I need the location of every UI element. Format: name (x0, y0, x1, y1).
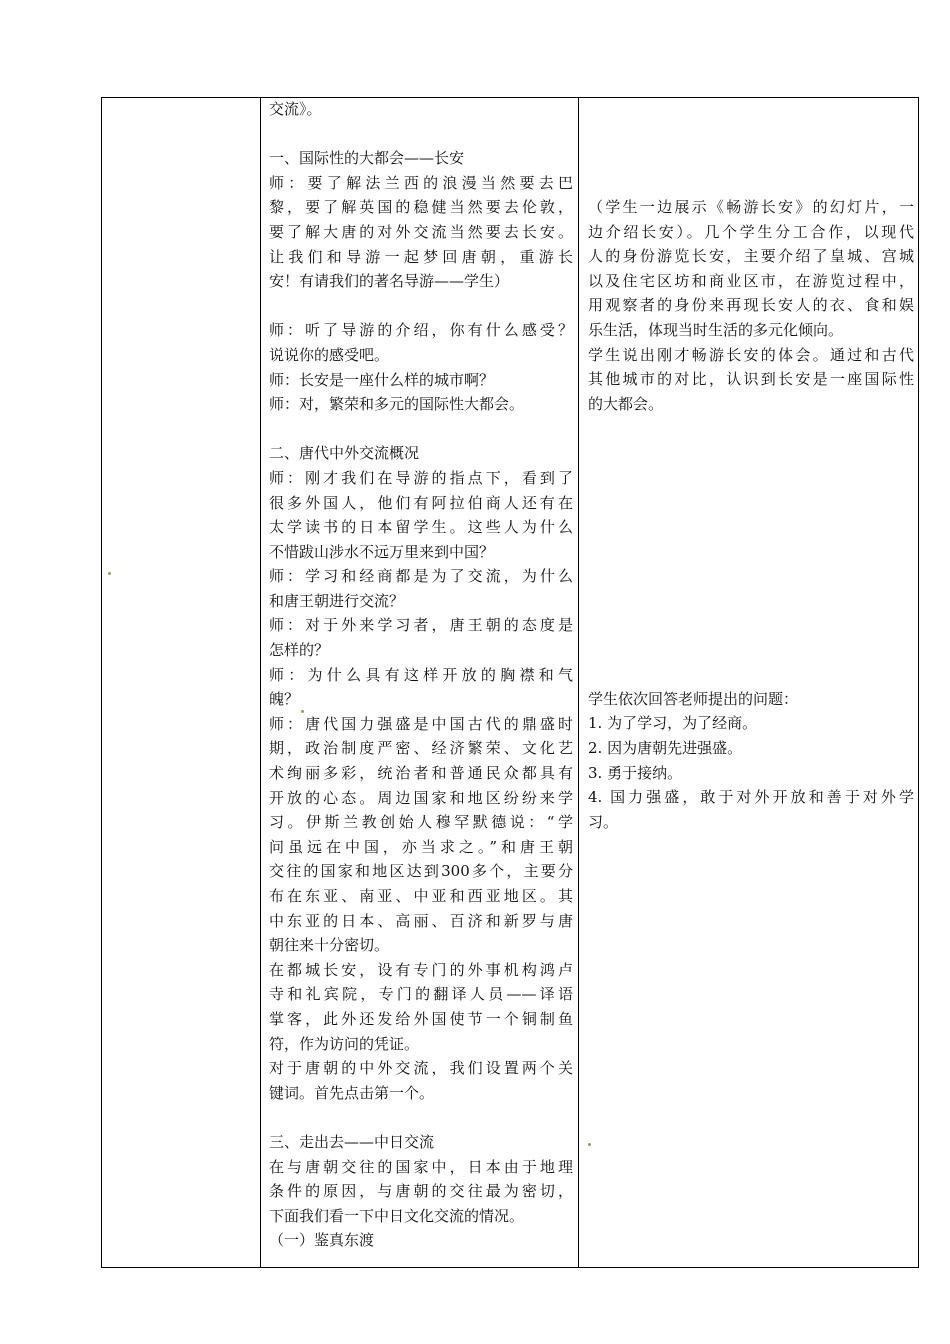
text-line: 掌客，此外还发给外国使节一个铜制鱼 (269, 1009, 573, 1028)
text-line: 师：学习和经商都是为了交流，为什么 (269, 567, 573, 586)
text-line: 不惜跋山涉水不远万里来到中国？ (269, 542, 495, 561)
text-line: 以及住宅区坊和商业区市，在游览过程中， (588, 271, 914, 290)
text-line: 师：对于外来学习者，唐王朝的态度是 (269, 616, 573, 635)
subsection-heading: （一）鉴真东渡 (269, 1231, 375, 1250)
text-line: （学生一边展示《畅游长安》的幻灯片，一 (588, 198, 914, 216)
text-line: 在都城长安，设有专门的外事机构鸿卢 (269, 960, 573, 979)
text-line: 乐生活，体现当时生活的多元化倾向。 (588, 320, 844, 339)
text-line: 学生依次回答老师提出的问题： (588, 689, 799, 708)
section-heading: 二、唐代中外交流概况 (269, 444, 420, 463)
text-line: 习。伊斯兰教创始人穆罕默德说：“学 (269, 813, 573, 832)
text-line: 师：唐代国力强盛是中国古代的鼎盛时 (269, 714, 573, 733)
text-line: 怎样的？ (269, 641, 330, 660)
section-heading: 三、走出去——中日交流 (269, 1132, 435, 1151)
section-heading: 一、国际性的大都会——长安 (269, 149, 465, 168)
text-line: 其他城市的对比，认识到长安是一座国际性 (588, 370, 914, 389)
margin-mark (108, 572, 111, 575)
text-line: 键词。首先点击第一个。 (269, 1083, 435, 1102)
text-line: 要了解大唐的对外交流当然要去长安。 (269, 222, 573, 241)
text-line: 问虽远在中国，亦当求之。”和唐王朝 (269, 837, 573, 856)
text-line: 交往的国家和地区达到300多个，主要分 (269, 862, 573, 881)
answer-item: 3. 勇于接纳。 (588, 763, 683, 782)
answer-item: 2. 因为唐朝先进强盛。 (588, 739, 743, 758)
text-line: 魄？ (269, 690, 300, 709)
text-line: 符，作为访问的凭证。 (269, 1034, 420, 1053)
text-line: 师：听了导游的介绍，你有什么感受？ (269, 321, 573, 340)
text-line: 学生说出刚才畅游长安的体会。通过和古代 (588, 345, 914, 364)
text-line: 太学读书的日本留学生。这些人为什么 (269, 518, 573, 537)
column-divider-left (260, 97, 261, 1268)
text-line: 安！有请我们的著名导游——学生） (269, 272, 510, 291)
text-line: 让我们和导游一起梦回唐朝，重游长 (269, 247, 573, 266)
column-divider-right (578, 97, 579, 1268)
text-line: 布在东亚、南亚、中亚和西亚地区。其 (269, 887, 573, 905)
text-line: 期，政治制度严密、经济繁荣、文化艺 (269, 739, 573, 758)
text-line: 开放的心态。周边国家和地区纷纷来学 (269, 788, 573, 807)
text-line: 和唐王朝进行交流？ (269, 591, 405, 610)
text-line: 师：长安是一座什么样的城市啊？ (269, 370, 495, 389)
text-line: 下面我们看一下中日文化交流的情况。 (269, 1206, 525, 1225)
teacher-activity-column (269, 97, 573, 1253)
text-line: 的大都会。 (588, 394, 664, 413)
text-line: 条件的原因，与唐朝的交往最为密切， (269, 1182, 573, 1201)
text-line: 师：要了解法兰西的浪漫当然要去巴 (269, 173, 573, 192)
text-line: 边介绍长安）。几个学生分工合作，以现代 (588, 222, 914, 241)
text-line: 人的身份游览长安，主要介绍了皇城、宫城 (588, 247, 914, 266)
text-line: 说说你的感受吧。 (269, 345, 390, 364)
text-line: 师：对，繁荣和多元的国际性大都会。 (269, 395, 525, 414)
text-line: 用观察者的身份来再现长安人的衣、食和娱 (588, 296, 914, 315)
text-line: 习。 (588, 812, 619, 831)
text-line: 对于唐朝的中外交流，我们设置两个关 (269, 1059, 573, 1078)
answer-item: 4. 国力强盛，敢于对外开放和善于对外学 (588, 788, 914, 807)
text-line: 师：刚才我们在导游的指点下，看到了 (269, 468, 573, 487)
text-line: 师：为什么具有这样开放的胸襟和气 (269, 665, 573, 684)
margin-mark (588, 1143, 591, 1146)
text-line: 交流》。 (269, 100, 322, 118)
text-line: 寺和礼宾院，专门的翻译人员——译语 (269, 985, 573, 1004)
text-line: 朝往来十分密切。 (269, 936, 390, 955)
text-line: 术绚丽多彩，统治者和普通民众都具有 (269, 764, 573, 783)
text-line: 中东亚的日本、高丽、百济和新罗与唐 (269, 911, 573, 930)
text-line: 在与唐朝交往的国家中，日本由于地理 (269, 1157, 573, 1176)
student-activity-column (588, 195, 914, 834)
text-line: 黎，要了解英国的稳健当然要去伦敦， (269, 198, 573, 217)
answer-item: 1. 为了学习，为了经商。 (588, 714, 758, 733)
text-line: 很多外国人，他们有阿拉伯商人还有在 (269, 493, 573, 512)
